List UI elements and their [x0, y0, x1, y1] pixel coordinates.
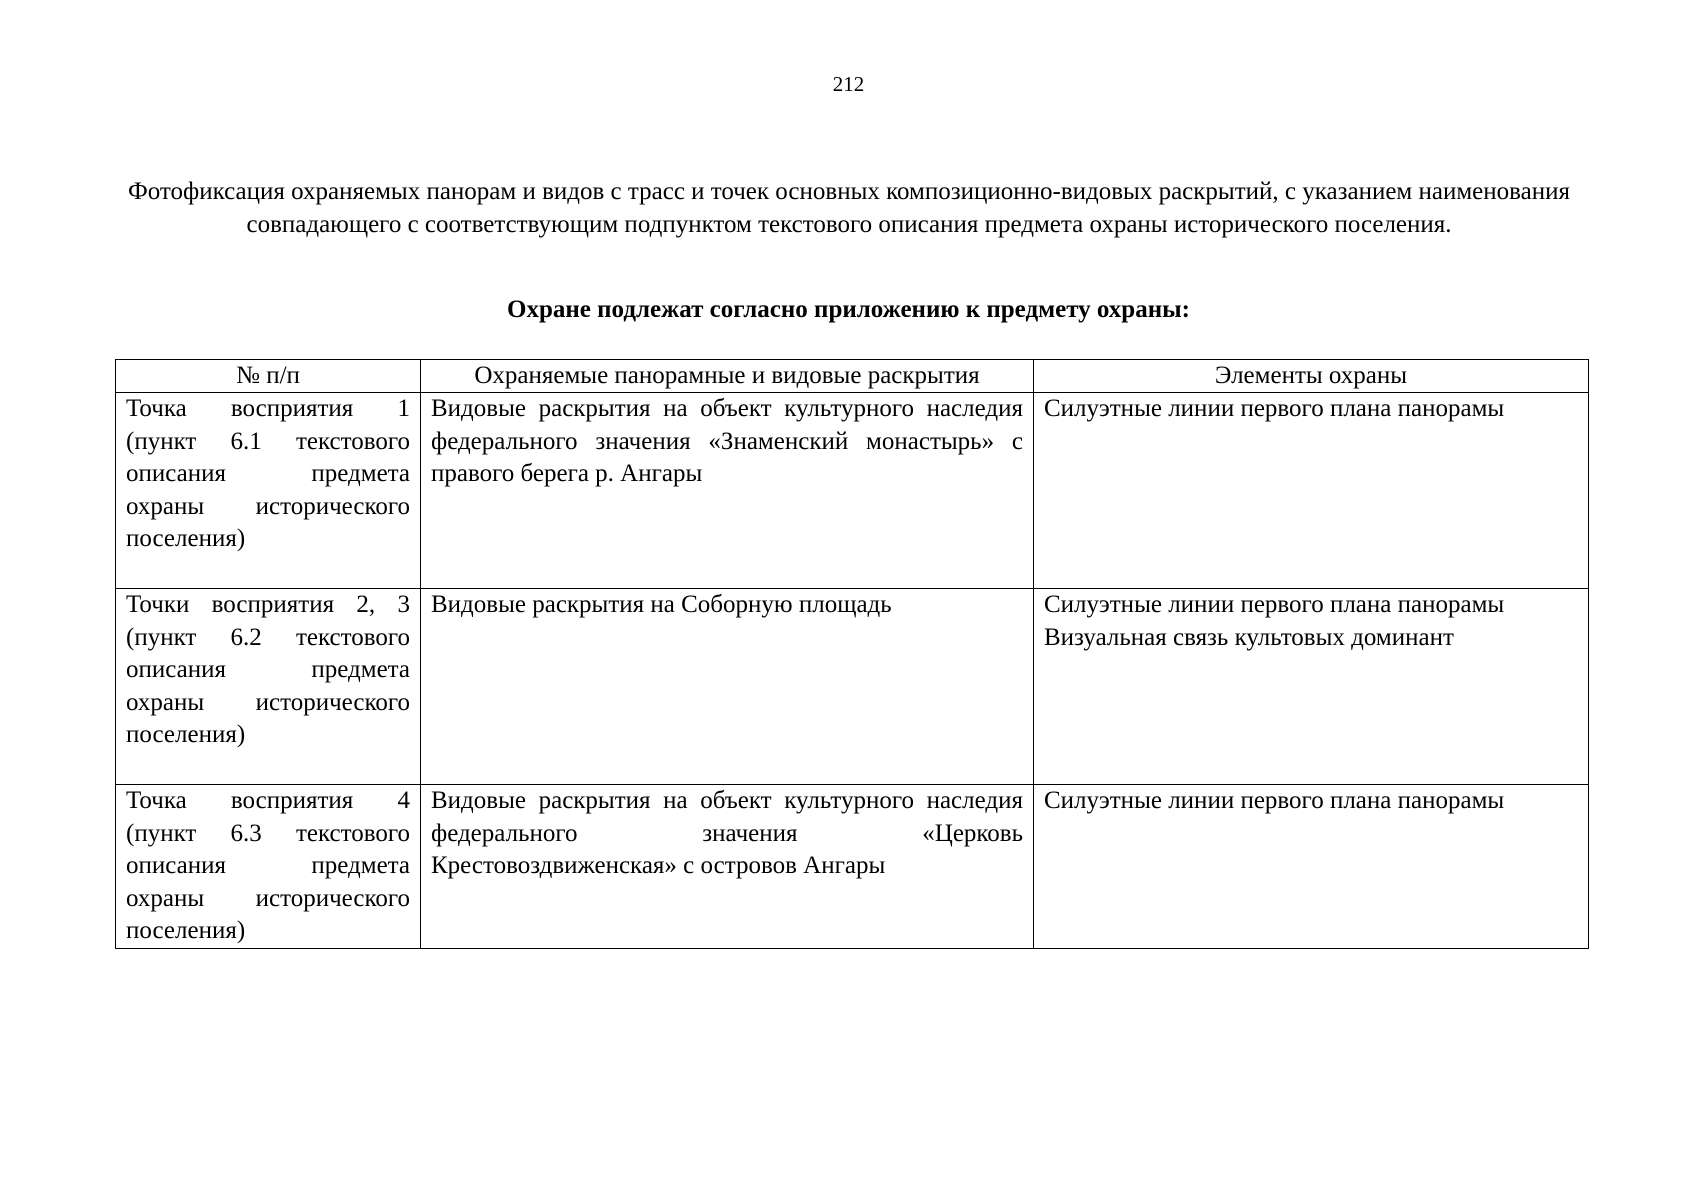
- elements-cell: [1034, 393, 1589, 589]
- point-cell: Точка восприятия 4 (пункт 6.3 текстового описания предмета охраны исторического поселения): [116, 785, 421, 949]
- point-cell: Точки восприятия 2, 3 (пункт 6.2 текстового описания предмета охраны исторического поселения): [116, 589, 421, 785]
- view-cell: Видовые раскрытия на объект культурного наследия федерального значения «Церковь Крестовоздвиженская» с островов Ангары: [421, 785, 1034, 949]
- view-cell: Видовые раскрытия на объект культурного наследия федерального значения «Знаменский монастырь» с правого берега р. Ангары: [421, 393, 1034, 589]
- header-views: Охраняемые панорамные и видовые раскрытия: [421, 360, 1034, 393]
- intro-paragraph: Фотофиксация охраняемых панорам и видов с трасс и точек основных композиционно-видовых раскрытий, с указанием наименования совпадающего с соответствующим подпунктом текстового описания предмета охраны исторического поселения.: [128, 178, 1570, 238]
- point-cell: Точка восприятия 1 (пункт 6.1 текстового описания предмета охраны исторического поселения): [116, 393, 421, 589]
- table-header-row: [116, 360, 1589, 393]
- table-row: [116, 393, 1589, 589]
- page-number: 212: [832, 72, 865, 96]
- protection-table: [115, 359, 1589, 949]
- elements-cell: [1034, 785, 1589, 949]
- table-row: [116, 589, 1589, 785]
- element-item: Силуэтные линии первого плана панорамы: [1044, 395, 1505, 422]
- header-elements: Элементы охраны: [1034, 360, 1589, 393]
- section-subheading: Охране подлежат согласно приложению к предмету охраны:: [507, 296, 1190, 323]
- element-item: Силуэтные линии первого плана панорамы: [1044, 787, 1505, 814]
- view-cell: Видовые раскрытия на Соборную площадь: [421, 589, 1034, 785]
- element-item: Силуэтные линии первого плана панорамы: [1044, 591, 1505, 618]
- table-row: [116, 785, 1589, 949]
- elements-cell: [1034, 589, 1589, 785]
- element-item: Визуальная связь культовых доминант: [1044, 623, 1454, 651]
- header-number: № п/п: [116, 360, 421, 393]
